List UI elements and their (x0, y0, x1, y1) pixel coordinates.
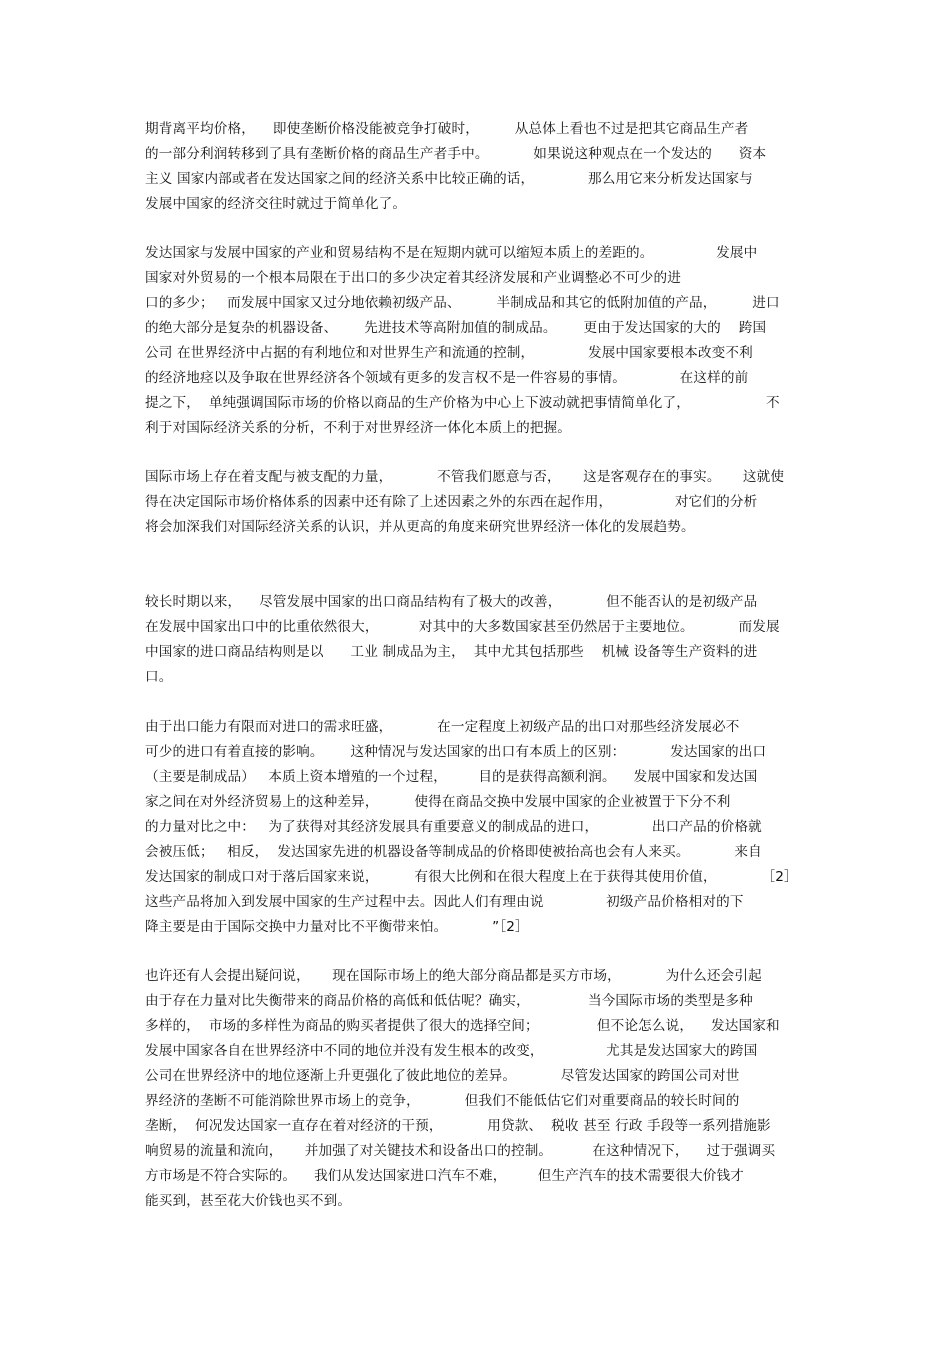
text-line: 国际市场上存在着支配与被支配的力量， 不管我们愿意与否， 这是客观存在的事实。 这就使 (145, 469, 785, 485)
paragraph-2 (145, 241, 810, 441)
text-line: 中国家的进口商品结构则是以 工业 制成品为主， 其中尤其包括那些 机械 设备等生产资料的进 (145, 644, 758, 660)
text-line: 得在决定国际市场价格体系的因素中还有除了上述因素之外的东西在起作用， 对它们的分析 (145, 494, 758, 510)
text-line: 方市场是不符合实际的。 我们从发达国家进口汽车不难， 但生产汽车的技术需要很大价钱才 (145, 1168, 744, 1184)
text-line: 响贸易的流量和流向， 并加强了对关键技术和设备出口的控制。 在这种情况下， 过于强调买 (145, 1143, 776, 1159)
text-line: 的绝大部分是复杂的机器设备、 先进技术等高附加值的制成品。 更由于发达国家的大的 跨国 (145, 320, 767, 336)
paragraph-6 (145, 964, 810, 1214)
text-line: 的力量对比之中： 为了获得对其经济发展具有重要意义的制成品的进口， 出口产品的价格就 (145, 819, 762, 835)
text-line: 的一部分利润转移到了具有垄断价格的商品生产者手中。 如果说这种观点在一个发达的 资本 (145, 146, 767, 162)
text-line: 发展中国家的经济交往时就过于简单化了。 (145, 196, 407, 212)
text-line: 由于出口能力有限而对进口的需求旺盛， 在一定程度上初级产品的出口对那些经济发展必不 (145, 719, 740, 735)
text-line: 能买到，甚至花大价钱也买不到。 (145, 1193, 352, 1209)
text-line: 界经济的垄断不可能消除世界市场上的竞争， 但我们不能低估它们对重要商品的较长时间的 (145, 1093, 740, 1109)
text-line: 利于对国际经济关系的分析，不利于对世界经济一体化本质上的把握。 (145, 420, 572, 436)
text-line: 提之下， 单纯强调国际市场的价格以商品的生产价格为中心上下波动就把事情简单化了， 不 (145, 395, 780, 411)
text-line: 口。 (145, 669, 173, 685)
text-line: 发达国家与发展中国家的产业和贸易结构不是在短期内就可以缩短本质上的差距的。 发展中 (145, 245, 758, 261)
text-line: 主义 国家内部或者在发达国家之间的经济关系中比较正确的话， 那么用它来分析发达国家与 (145, 171, 753, 187)
paragraph-5 (145, 715, 810, 940)
text-line: 较长时期以来， 尽管发展中国家的出口商品结构有了极大的改善， 但不能否认的是初级产品 (145, 594, 758, 610)
text-line: 垄断， 何况发达国家一直存在着对经济的干预， 用贷款、 税收 甚至 行政 手段等一系列措施影 (145, 1118, 771, 1134)
text-line: 口的多少； 而发展中国家又过分地依赖初级产品、 半制成品和其它的低附加值的产品， 进口 (145, 295, 780, 311)
paragraph-4 (145, 590, 810, 690)
text-line: 的经济地痉以及争取在世界经济各个领域有更多的发言权不是一件容易的事情。 在这样的前 (145, 370, 749, 386)
text-line: （主要是制成品） 本质上资本增殖的一个过程， 目的是获得高额利润。 发展中国家和发达国 (145, 769, 758, 785)
text-line: 期背离平均价格， 即使垄断价格没能被竞争打破时， 从总体上看也不过是把其它商品生产者 (145, 121, 749, 137)
text-line: 由于存在力量对比失衡带来的商品价格的高低和低估呢？确实， 当今国际市场的类型是多种 (145, 993, 753, 1009)
text-line: 国家对外贸易的一个根本局限在于出口的多少决定着其经济发展和产业调整必不可少的进 (145, 270, 682, 286)
text-line: 这些产品将加入到发展中国家的生产过程中去。因此人们有理由说 初级产品价格相对的下 (145, 894, 744, 910)
text-line: 发展中国家各自在世界经济中不同的地位并没有发生根本的改变， 尤其是发达国家大的跨国 (145, 1043, 758, 1059)
text-line: 公司在世界经济中的地位逐渐上升更强化了彼此地位的差异。 尽管发达国家的跨国公司对世 (145, 1068, 740, 1084)
paragraph-3 (145, 465, 810, 540)
text-line: 发达国家的制成口对于落后国家来说， 有很大比例和在很大程度上在于获得其使用价值， ［2］ (145, 869, 798, 885)
text-line: 会被压低； 相反， 发达国家先进的机器设备等制成品的价格即使被抬高也会有人来买。 来自 (145, 844, 762, 860)
text-line: 多样的， 市场的多样性为商品的购买者提供了很大的选择空间； 但不论怎么说， 发达国家和 (145, 1018, 780, 1034)
text-line: 在发展中国家出口中的比重依然很大， 对其中的大多数国家甚至仍然居于主要地位。 而发展 (145, 619, 780, 635)
text-line: 将会加深我们对国际经济关系的认识，并从更高的角度来研究世界经济一体化的发展趋势。 (145, 519, 695, 535)
text-line: 也许还有人会提出疑问说， 现在国际市场上的绝大部分商品都是买方市场， 为什么还会引起 (145, 968, 762, 984)
text-line: 公司 在世界经济中占据的有利地位和对世界生产和流通的控制， 发展中国家要根本改变不利 (145, 345, 753, 361)
text-line: 可少的进口有着直接的影响。 这种情况与发达国家的出口有本质上的区别： 发达国家的出口 (145, 744, 767, 760)
text-line: 家之间在对外经济贸易上的这种差异， 使得在商品交换中发展中国家的企业被置于下分不利 (145, 794, 731, 810)
text-line: 降主要是由于国际交换中力量对比不平衡带来怕。 ”［2］ (145, 919, 529, 935)
paragraph-1 (145, 117, 810, 217)
